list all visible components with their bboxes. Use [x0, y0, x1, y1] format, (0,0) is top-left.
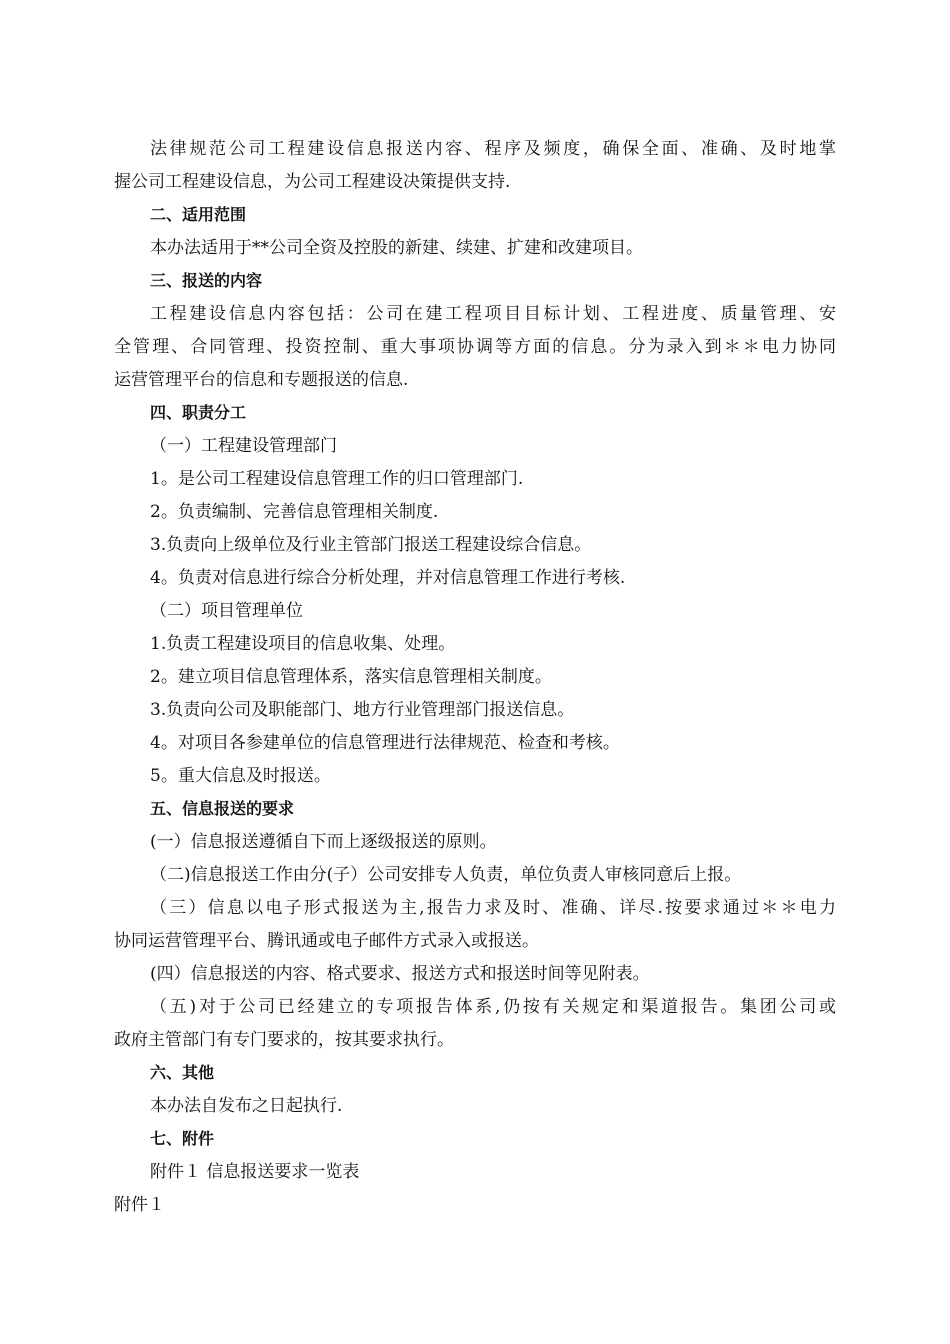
list-item: 2。建立项目信息管理体系，落实信息管理相关制度。: [150, 667, 552, 687]
list-item: (四）信息报送的内容、格式要求、报送方式和报送时间等见附表。: [150, 964, 650, 984]
list-item: 1。是公司工程建设信息管理工作的归口管理部门.: [150, 469, 524, 489]
section-heading-attachments: 七、附件: [150, 1129, 215, 1148]
list-item-line-1: （三）信息以电子形式报送为主,报告力求及时、准确、详尽.按要求通过＊＊电力: [150, 898, 836, 918]
list-item: 3.负责向公司及职能部门、地方行业管理部门报送信息。: [150, 700, 575, 720]
attachment-label: 附件１: [114, 1195, 165, 1215]
list-item: (一）信息报送遵循自下而上逐级报送的原则。: [150, 832, 497, 852]
paragraph-scope: 本办法适用于**公司全资及控股的新建、续建、扩建和改建项目。: [150, 238, 643, 258]
list-item-line-2: 协同运营管理平台、腾讯通或电子邮件方式录入或报送。: [114, 931, 539, 951]
list-item: （二)信息报送工作由分(子）公司安排专人负责，单位负责人审核同意后上报。: [150, 865, 742, 885]
paragraph-effective: 本办法自发布之日起执行.: [150, 1096, 343, 1116]
list-item: 5。重大信息及时报送。: [150, 766, 331, 786]
list-item: 4。对项目各参建单位的信息管理进行法律规范、检查和考核。: [150, 733, 620, 753]
list-item: 1.负责工程建设项目的信息收集、处理。: [150, 634, 456, 654]
paragraph-purpose-line-1: 法律规范公司工程建设信息报送内容、程序及频度，确保全面、准确、及时地掌: [150, 139, 836, 159]
list-item: 2。负责编制、完善信息管理相关制度.: [150, 502, 439, 522]
section-heading-content: 三、报送的内容: [150, 271, 263, 290]
subsection-heading-project-unit: （二）项目管理单位: [150, 601, 303, 621]
paragraph-content-line-2: 全管理、合同管理、投资控制、重大事项协调等方面的信息。分为录入到＊＊电力协同: [114, 337, 836, 357]
list-item-line-2: 政府主管部门有专门要求的，按其要求执行。: [114, 1030, 454, 1050]
section-heading-requirements: 五、信息报送的要求: [150, 799, 295, 818]
paragraph-content-line-3: 运营管理平台的信息和专题报送的信息.: [114, 370, 409, 390]
section-heading-scope: 二、适用范围: [150, 205, 247, 224]
list-item: 4。负责对信息进行综合分析处理，并对信息管理工作进行考核.: [150, 568, 626, 588]
list-item: 3.负责向上级单位及行业主管部门报送工程建设综合信息。: [150, 535, 592, 555]
section-heading-other: 六、其他: [150, 1063, 215, 1082]
list-item-line-1: （五)对于公司已经建立的专项报告体系,仍按有关规定和渠道报告。集团公司或: [150, 997, 836, 1017]
paragraph-content-line-1: 工程建设信息内容包括：公司在建工程项目目标计划、工程进度、质量管理、安: [150, 304, 836, 324]
attachment-reference: 附件１ 信息报送要求一览表: [150, 1162, 360, 1182]
paragraph-purpose-line-2: 握公司工程建设信息，为公司工程建设决策提供支持.: [114, 172, 511, 192]
subsection-heading-construction-dept: （一）工程建设管理部门: [150, 436, 337, 456]
section-heading-duties: 四、职责分工: [150, 403, 247, 422]
